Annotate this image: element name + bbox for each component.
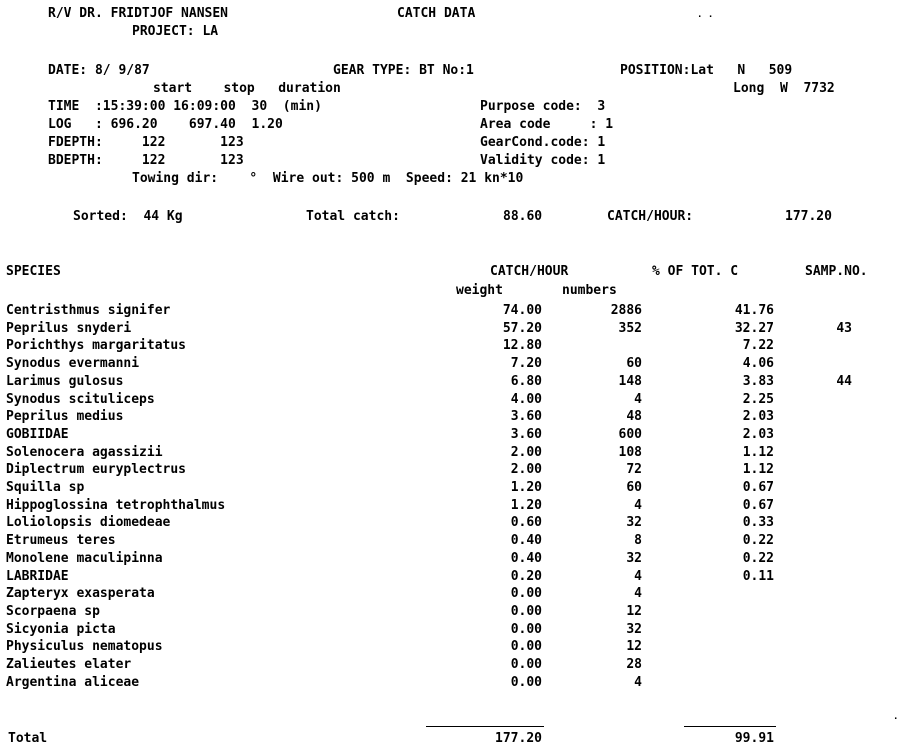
- pct-of-total: 3.83: [742, 374, 774, 389]
- species-name: Diplectrum euryplectrus: [6, 462, 187, 477]
- catch-weight: 57.20: [502, 321, 542, 336]
- pct-of-total: 2.03: [742, 427, 774, 442]
- time-column-headers: start stop duration: [153, 81, 341, 96]
- vessel-name: R/V DR. FRIDTJOF NANSEN: [48, 6, 229, 21]
- total-catch-value: 88.60: [503, 209, 543, 224]
- species-name: Synodus scituliceps: [6, 392, 155, 407]
- catch-weight: 0.00: [510, 675, 542, 690]
- catch-numbers: 4: [634, 392, 642, 407]
- catch-weight: 3.60: [510, 409, 542, 424]
- catch-numbers: 60: [626, 480, 642, 495]
- catch-numbers: 148: [618, 374, 642, 389]
- total-label: Total: [8, 731, 48, 746]
- total-pct: 99.91: [734, 731, 774, 746]
- pct-of-total: 0.67: [742, 498, 774, 513]
- catch-weight: 2.00: [510, 462, 542, 477]
- catch-numbers: 2886: [610, 303, 642, 318]
- catch-weight: 4.00: [510, 392, 542, 407]
- species-name: Hippoglossina tetrophthalmus: [6, 498, 226, 513]
- catch-hour-label: CATCH/HOUR:: [607, 209, 694, 224]
- species-name: Centristhmus signifer: [6, 303, 171, 318]
- catch-weight: 0.60: [510, 515, 542, 530]
- pct-of-total: 0.22: [742, 551, 774, 566]
- gearcond-code: GearCond.code: 1: [480, 135, 606, 150]
- scan-speck: .: [893, 712, 899, 722]
- catch-numbers: 48: [626, 409, 642, 424]
- project-label: PROJECT: LA: [132, 24, 219, 39]
- species-name: Peprilus medius: [6, 409, 124, 424]
- total-weight: 177.20: [495, 731, 542, 746]
- pct-of-total: 4.06: [742, 356, 774, 371]
- catch-numbers: 32: [626, 622, 642, 637]
- sample-number: 44: [836, 374, 852, 389]
- catch-weight: 0.40: [510, 551, 542, 566]
- catch-weight: 2.00: [510, 445, 542, 460]
- pct-of-total: 0.11: [742, 569, 774, 584]
- catch-hour-value: 177.20: [785, 209, 832, 224]
- scan-speck: . .: [697, 10, 714, 20]
- pct-of-total: 2.25: [742, 392, 774, 407]
- pct-of-total: 41.76: [734, 303, 774, 318]
- pct-of-total: 0.67: [742, 480, 774, 495]
- species-name: Sicyonia picta: [6, 622, 116, 637]
- catch-numbers: 108: [618, 445, 642, 460]
- catch-weight: 0.00: [510, 604, 542, 619]
- catch-numbers: 600: [618, 427, 642, 442]
- pct-of-total: 7.22: [742, 338, 774, 353]
- sample-number-header: SAMP.NO.: [805, 264, 868, 279]
- catch-weight: 0.00: [510, 639, 542, 654]
- area-code: Area code : 1: [480, 117, 614, 132]
- towing-line: Towing dir: ° Wire out: 500 m Speed: 21 kn*10: [132, 171, 524, 186]
- species-name: Scorpaena sp: [6, 604, 100, 619]
- weight-total-rule: [426, 726, 544, 727]
- catch-numbers: 60: [626, 356, 642, 371]
- species-name: Porichthys margaritatus: [6, 338, 187, 353]
- catch-weight: 1.20: [510, 480, 542, 495]
- pct-of-total: 0.22: [742, 533, 774, 548]
- species-name: Synodus evermanni: [6, 356, 140, 371]
- sorted-weight: Sorted: 44 Kg: [73, 209, 183, 224]
- position-lat-field: POSITION:Lat N 509: [620, 63, 793, 78]
- catch-weight: 12.80: [502, 338, 542, 353]
- species-name: Larimus gulosus: [6, 374, 124, 389]
- catch-weight: 7.20: [510, 356, 542, 371]
- pct-of-total: 1.12: [742, 445, 774, 460]
- time-row: TIME :15:39:00 16:09:00 30 (min): [48, 99, 322, 114]
- catch-numbers: 4: [634, 569, 642, 584]
- catch-numbers: 32: [626, 515, 642, 530]
- catch-numbers: 12: [626, 639, 642, 654]
- position-long-field: Long W 7732: [733, 81, 835, 96]
- catch-weight: 0.20: [510, 569, 542, 584]
- catch-weight: 0.00: [510, 657, 542, 672]
- numbers-header: numbers: [562, 283, 617, 298]
- log-row: LOG : 696.20 697.40 1.20: [48, 117, 283, 132]
- species-name: Physiculus nematopus: [6, 639, 163, 654]
- catch-weight: 1.20: [510, 498, 542, 513]
- sample-number: 43: [836, 321, 852, 336]
- species-name: Monolene maculipinna: [6, 551, 163, 566]
- purpose-code: Purpose code: 3: [480, 99, 606, 114]
- pct-of-total: 0.33: [742, 515, 774, 530]
- catch-numbers: 8: [634, 533, 642, 548]
- species-name: Zapteryx exasperata: [6, 586, 155, 601]
- species-name: Squilla sp: [6, 480, 85, 495]
- species-name: Loliolopsis diomedeae: [6, 515, 171, 530]
- catch-numbers: 352: [618, 321, 642, 336]
- catch-weight: 3.60: [510, 427, 542, 442]
- pct-of-total: 32.27: [734, 321, 774, 336]
- pct-total-header: % OF TOT. C: [652, 264, 739, 279]
- gear-type-field: GEAR TYPE: BT No:1: [333, 63, 474, 78]
- catch-weight: 0.00: [510, 622, 542, 637]
- validity-code: Validity code: 1: [480, 153, 606, 168]
- species-name: Etrumeus teres: [6, 533, 116, 548]
- pct-of-total: 2.03: [742, 409, 774, 424]
- fdepth-row: FDEPTH: 122 123: [48, 135, 244, 150]
- catch-numbers: 4: [634, 675, 642, 690]
- catch-numbers: 4: [634, 498, 642, 513]
- species-header: SPECIES: [6, 264, 61, 279]
- species-name: Argentina aliceae: [6, 675, 140, 690]
- document-title: CATCH DATA: [397, 6, 476, 21]
- pct-total-rule: [684, 726, 776, 727]
- catch-numbers: 72: [626, 462, 642, 477]
- catch-numbers: 12: [626, 604, 642, 619]
- catch-weight: 0.40: [510, 533, 542, 548]
- catch-numbers: 4: [634, 586, 642, 601]
- pct-of-total: 1.12: [742, 462, 774, 477]
- catch-hour-header: CATCH/HOUR: [490, 264, 569, 279]
- catch-numbers: 28: [626, 657, 642, 672]
- date-field: DATE: 8/ 9/87: [48, 63, 150, 78]
- weight-header: weight: [456, 283, 503, 298]
- species-name: LABRIDAE: [6, 569, 69, 584]
- species-name: Zalieutes elater: [6, 657, 132, 672]
- species-name: GOBIIDAE: [6, 427, 69, 442]
- catch-numbers: 32: [626, 551, 642, 566]
- species-name: Solenocera agassizii: [6, 445, 163, 460]
- catch-weight: 74.00: [502, 303, 542, 318]
- total-catch-label: Total catch:: [306, 209, 400, 224]
- catch-weight: 6.80: [510, 374, 542, 389]
- bdepth-row: BDEPTH: 122 123: [48, 153, 244, 168]
- catch-weight: 0.00: [510, 586, 542, 601]
- species-name: Peprilus snyderi: [6, 321, 132, 336]
